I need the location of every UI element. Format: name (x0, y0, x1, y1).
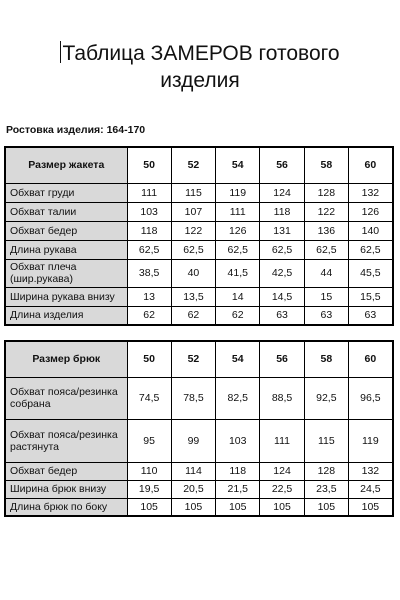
row-label: Обхват пояса/резинка растянута (5, 419, 127, 462)
value-cell: 74,5 (127, 377, 171, 419)
row-label: Обхват бедер (5, 221, 127, 240)
value-cell: 105 (127, 498, 171, 516)
value-cell: 14 (216, 287, 260, 306)
value-cell: 63 (348, 306, 392, 325)
value-cell: 63 (304, 306, 348, 325)
table-row (5, 462, 393, 480)
document-title (0, 40, 400, 94)
value-cell: 63 (260, 306, 304, 325)
value-cell: 14,5 (260, 287, 304, 306)
table-row (5, 498, 393, 516)
jacket-size-52: 52 (171, 147, 215, 183)
table-row (5, 419, 393, 462)
value-cell: 62 (127, 306, 171, 325)
value-cell: 111 (260, 419, 304, 462)
pants-size-52: 52 (171, 341, 215, 377)
value-cell: 111 (127, 183, 171, 202)
value-cell: 88,5 (260, 377, 304, 419)
value-cell: 124 (260, 183, 304, 202)
table-row (5, 306, 393, 325)
value-cell: 41,5 (216, 259, 260, 287)
value-cell: 105 (260, 498, 304, 516)
value-cell: 122 (171, 221, 215, 240)
height-range-label: Ростовка изделия: 164-170 (6, 124, 146, 136)
value-cell: 118 (216, 462, 260, 480)
value-cell: 44 (304, 259, 348, 287)
value-cell: 15,5 (348, 287, 392, 306)
value-cell: 23,5 (304, 480, 348, 498)
value-cell: 20,5 (171, 480, 215, 498)
value-cell: 24,5 (348, 480, 392, 498)
pants-header-row (5, 341, 393, 377)
value-cell: 119 (216, 183, 260, 202)
row-label: Обхват плеча (шир.рукава) (5, 259, 127, 287)
value-cell: 40 (171, 259, 215, 287)
value-cell: 96,5 (348, 377, 392, 419)
value-cell: 78,5 (171, 377, 215, 419)
table-row (5, 480, 393, 498)
value-cell: 115 (304, 419, 348, 462)
value-cell: 62 (216, 306, 260, 325)
table-row (5, 377, 393, 419)
pants-size-50: 50 (127, 341, 171, 377)
row-label: Обхват бедер (5, 462, 127, 480)
table-row (5, 221, 393, 240)
value-cell: 21,5 (216, 480, 260, 498)
value-cell: 105 (216, 498, 260, 516)
value-cell: 62,5 (216, 240, 260, 259)
value-cell: 103 (216, 419, 260, 462)
pants-size-56: 56 (260, 341, 304, 377)
title-line-1 (0, 40, 400, 67)
value-cell: 110 (127, 462, 171, 480)
value-cell: 124 (260, 462, 304, 480)
value-cell: 118 (127, 221, 171, 240)
pants-size-58: 58 (304, 341, 348, 377)
pants-size-60: 60 (348, 341, 392, 377)
pants-size-table (4, 340, 394, 517)
table-row (5, 287, 393, 306)
value-cell: 62,5 (171, 240, 215, 259)
value-cell: 92,5 (304, 377, 348, 419)
title-line-2: изделия (160, 69, 240, 92)
table-row (5, 259, 393, 287)
value-cell: 13,5 (171, 287, 215, 306)
jacket-size-54: 54 (216, 147, 260, 183)
value-cell: 107 (171, 202, 215, 221)
value-cell: 105 (348, 498, 392, 516)
value-cell: 82,5 (216, 377, 260, 419)
jacket-header-label: Размер жакета (5, 147, 127, 183)
value-cell: 126 (348, 202, 392, 221)
value-cell: 62,5 (260, 240, 304, 259)
value-cell: 128 (304, 183, 348, 202)
value-cell: 62,5 (348, 240, 392, 259)
value-cell: 62 (171, 306, 215, 325)
value-cell: 19,5 (127, 480, 171, 498)
jacket-size-56: 56 (260, 147, 304, 183)
value-cell: 119 (348, 419, 392, 462)
row-label: Ширина брюк внизу (5, 480, 127, 498)
value-cell: 122 (304, 202, 348, 221)
value-cell: 111 (216, 202, 260, 221)
value-cell: 114 (171, 462, 215, 480)
value-cell: 105 (171, 498, 215, 516)
value-cell: 62,5 (304, 240, 348, 259)
pants-header-label: Размер брюк (5, 341, 127, 377)
value-cell: 140 (348, 221, 392, 240)
value-cell: 128 (304, 462, 348, 480)
table-row (5, 183, 393, 202)
jacket-size-50: 50 (127, 147, 171, 183)
pants-size-54: 54 (216, 341, 260, 377)
row-label: Длина брюк по боку (5, 498, 127, 516)
jacket-header-row (5, 147, 393, 183)
value-cell: 136 (304, 221, 348, 240)
row-label: Обхват талии (5, 202, 127, 221)
value-cell: 131 (260, 221, 304, 240)
value-cell: 126 (216, 221, 260, 240)
table-row (5, 240, 393, 259)
value-cell: 132 (348, 183, 392, 202)
value-cell: 22,5 (260, 480, 304, 498)
value-cell: 115 (171, 183, 215, 202)
jacket-size-58: 58 (304, 147, 348, 183)
jacket-size-60: 60 (348, 147, 392, 183)
table-row (5, 202, 393, 221)
title-line-1-text: Таблица ЗАМЕРОВ готового (62, 42, 340, 65)
row-label: Обхват пояса/резинка собрана (5, 377, 127, 419)
value-cell: 45,5 (348, 259, 392, 287)
value-cell: 38,5 (127, 259, 171, 287)
value-cell: 15 (304, 287, 348, 306)
jacket-size-table (4, 146, 394, 326)
value-cell: 95 (127, 419, 171, 462)
row-label: Обхват груди (5, 183, 127, 202)
value-cell: 62,5 (127, 240, 171, 259)
value-cell: 118 (260, 202, 304, 221)
row-label: Ширина рукава внизу (5, 287, 127, 306)
value-cell: 105 (304, 498, 348, 516)
value-cell: 103 (127, 202, 171, 221)
value-cell: 42,5 (260, 259, 304, 287)
value-cell: 99 (171, 419, 215, 462)
value-cell: 13 (127, 287, 171, 306)
row-label: Длина изделия (5, 306, 127, 325)
row-label: Длина рукава (5, 240, 127, 259)
value-cell: 132 (348, 462, 392, 480)
